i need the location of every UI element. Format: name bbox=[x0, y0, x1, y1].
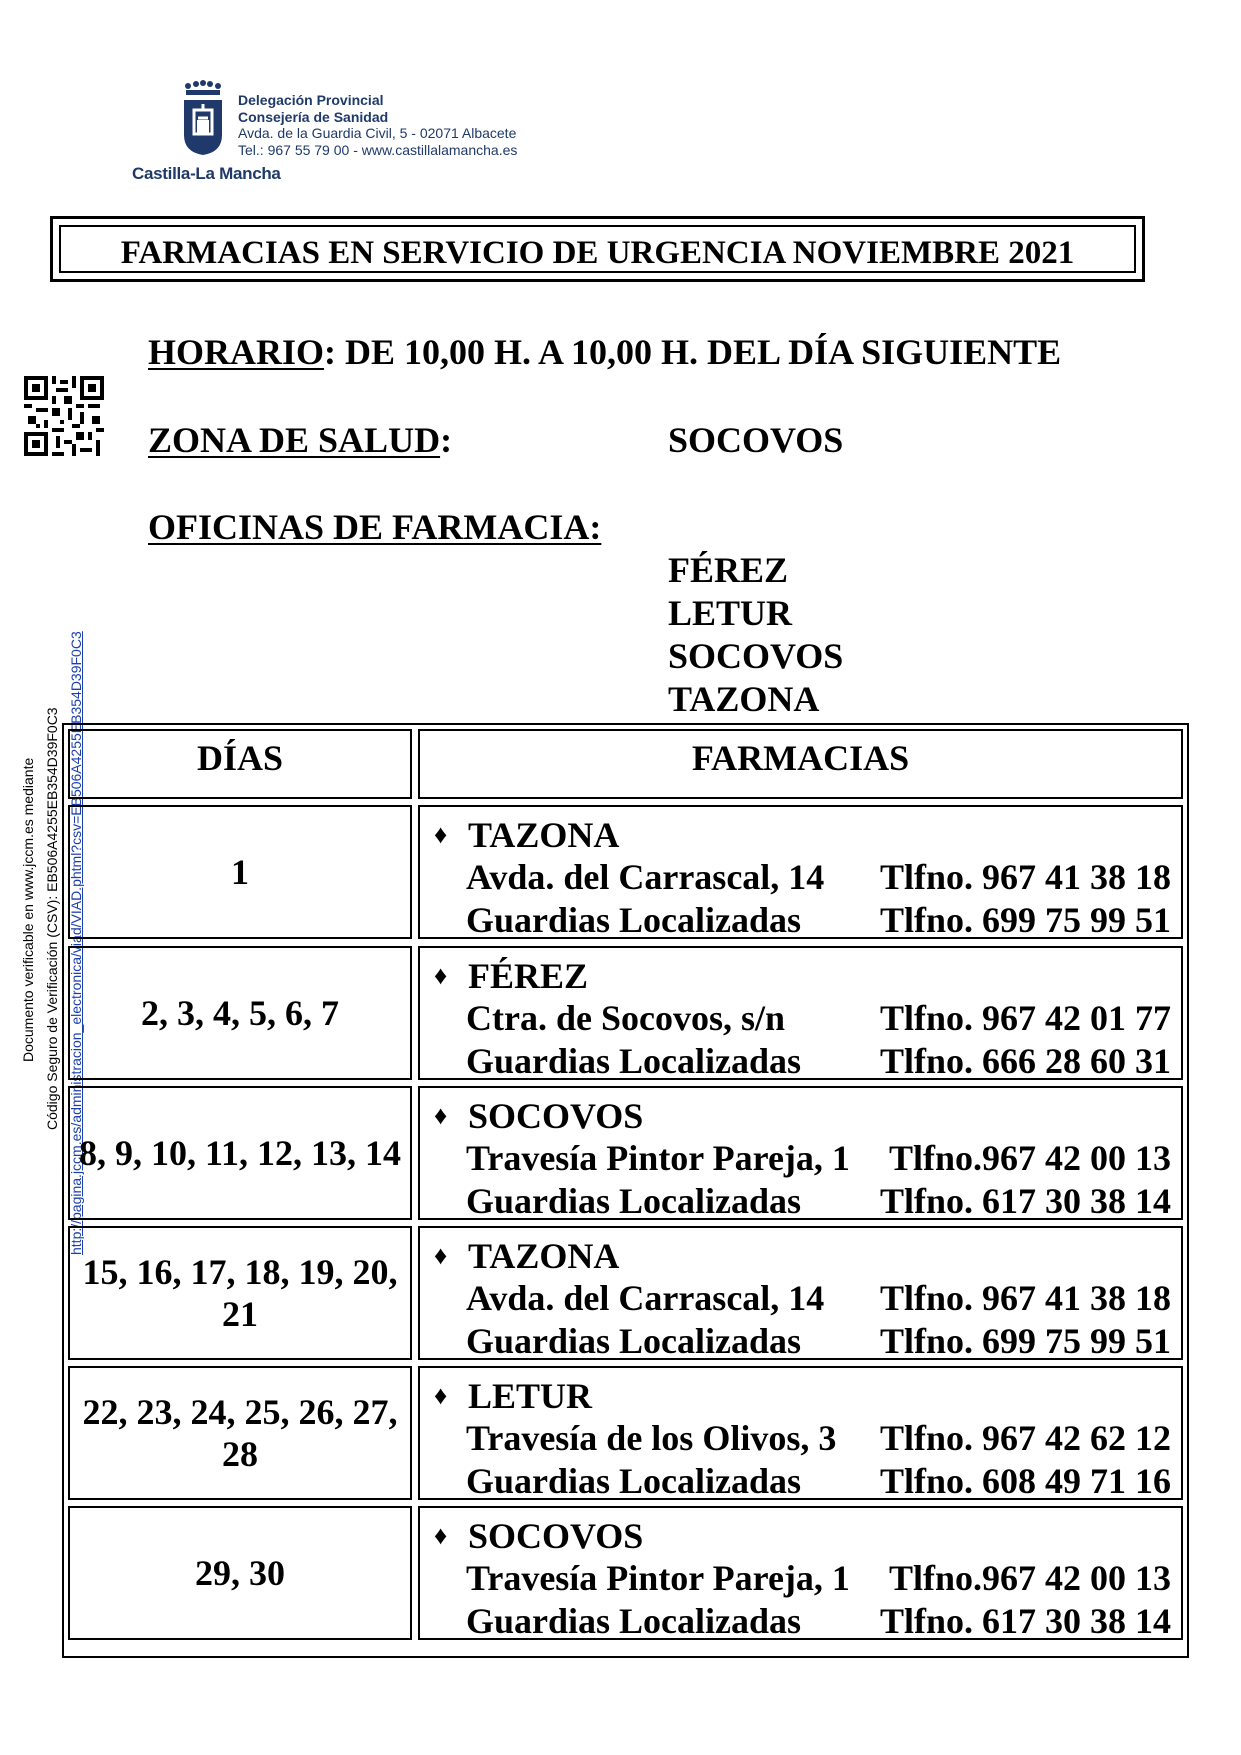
pharmacy-name: TAZONA bbox=[468, 815, 620, 855]
zona-label: ZONA DE SALUD bbox=[148, 420, 441, 460]
pharmacy-cell bbox=[418, 946, 1183, 1080]
guard-label: Guardias Localizadas bbox=[466, 900, 802, 940]
days-value: 22, 23, 24, 25, 26, 27, 28 bbox=[82, 1392, 398, 1474]
crown-shield-icon bbox=[182, 80, 224, 156]
pharmacy-name-line bbox=[434, 1234, 619, 1278]
pharmacy-cell bbox=[418, 805, 1183, 939]
agency-line1: Delegación Provincial bbox=[238, 92, 384, 108]
zona-value: SOCOVOS bbox=[668, 420, 844, 460]
pharmacy-address: Avda. del Carrascal, 14 bbox=[466, 857, 825, 897]
pharmacy-address: Avda. del Carrascal, 14 bbox=[466, 1278, 825, 1318]
days-cell bbox=[68, 1226, 412, 1360]
agency-line2: Consejería de Sanidad bbox=[238, 108, 389, 125]
days-cell bbox=[68, 1366, 412, 1500]
pharmacy-name: FÉREZ bbox=[468, 956, 589, 996]
pharmacy-name: SOCOVOS bbox=[468, 1096, 644, 1136]
oficinas-label: OFICINAS DE FARMACIA: bbox=[148, 507, 602, 547]
guard-phone: Tlfno. 617 30 38 14 bbox=[879, 1181, 1171, 1221]
diamond-bullet-icon: ♦ bbox=[434, 961, 448, 990]
pharmacy-name-line bbox=[434, 1514, 643, 1558]
pharmacy-phone: Tlfno. 967 41 38 18 bbox=[879, 1278, 1171, 1318]
verification-text-1: Documento verificable en www.jccm.es mediante bbox=[20, 757, 36, 1062]
guard-phone: Tlfno. 617 30 38 14 bbox=[879, 1601, 1171, 1641]
pharmacy-name: LETUR bbox=[468, 1376, 593, 1416]
town-item: TAZONA bbox=[668, 679, 820, 719]
pharmacy-phone: Tlfno.967 42 00 13 bbox=[888, 1138, 1171, 1178]
days-cell bbox=[68, 805, 412, 939]
guard-label: Guardias Localizadas bbox=[466, 1601, 802, 1641]
pharmacy-address: Travesía de los Olivos, 3 bbox=[466, 1418, 837, 1458]
pharmacy-name: SOCOVOS bbox=[468, 1516, 644, 1556]
header-pharmacies-label: FARMACIAS bbox=[691, 738, 910, 778]
pharmacy-phone: Tlfno. 967 42 01 77 bbox=[879, 998, 1171, 1038]
pharmacy-name: TAZONA bbox=[468, 1236, 620, 1276]
header-pharmacies bbox=[418, 729, 1183, 799]
town-item: FÉREZ bbox=[668, 550, 789, 590]
diamond-bullet-icon: ♦ bbox=[434, 1381, 448, 1410]
zona-line bbox=[148, 420, 452, 460]
diamond-bullet-icon: ♦ bbox=[434, 1521, 448, 1550]
guard-phone: Tlfno. 666 28 60 31 bbox=[879, 1041, 1171, 1081]
days-cell bbox=[68, 1506, 412, 1640]
page-title: FARMACIAS EN SERVICIO DE URGENCIA NOVIEMBRE 2021 bbox=[120, 235, 1075, 271]
verification-text-2: Código Seguro de Verificación (CSV): EB506A4255EB354D39F0C3 bbox=[44, 707, 60, 1130]
days-cell bbox=[68, 946, 412, 1080]
days-value: 29, 30 bbox=[195, 1553, 285, 1593]
days-value: 2, 3, 4, 5, 6, 7 bbox=[141, 993, 339, 1033]
qr-code-icon bbox=[24, 376, 104, 456]
horario-line bbox=[148, 332, 1061, 372]
agency-contact: Tel.: 967 55 79 00 - www.castillalamancha.es bbox=[238, 141, 518, 158]
guard-phone: Tlfno. 699 75 99 51 bbox=[879, 900, 1171, 940]
zona-colon: : bbox=[440, 420, 453, 460]
agency-address: Avda. de la Guardia Civil, 5 - 02071 Albacete bbox=[238, 125, 517, 141]
pharmacy-cell bbox=[418, 1226, 1183, 1360]
horario-label: HORARIO bbox=[148, 332, 325, 372]
header-days bbox=[68, 729, 412, 799]
guard-label: Guardias Localizadas bbox=[466, 1321, 802, 1361]
diamond-bullet-icon: ♦ bbox=[434, 1241, 448, 1270]
pharmacy-name-line bbox=[434, 954, 588, 998]
town-item: LETUR bbox=[668, 593, 793, 633]
pharmacy-name-line bbox=[434, 1094, 643, 1138]
agency-block bbox=[238, 92, 517, 158]
pharmacy-cell bbox=[418, 1366, 1183, 1500]
pharmacy-phone: Tlfno. 967 42 62 12 bbox=[879, 1418, 1171, 1458]
guard-phone: Tlfno. 608 49 71 16 bbox=[879, 1461, 1171, 1501]
days-value: 15, 16, 17, 18, 19, 20, 21 bbox=[82, 1252, 398, 1334]
verification-link[interactable]: http://pagina.jccm.es/administracion_electronica/viad/VIAD.phtml?csv=EB506A4255EB354D39F0C3 bbox=[68, 631, 84, 1255]
guard-label: Guardias Localizadas bbox=[466, 1181, 802, 1221]
days-value: 1 bbox=[231, 852, 249, 892]
header-days-label: DÍAS bbox=[196, 738, 284, 778]
guard-phone: Tlfno. 699 75 99 51 bbox=[879, 1321, 1171, 1361]
title-box bbox=[50, 216, 1145, 282]
pharmacy-phone: Tlfno.967 42 00 13 bbox=[888, 1558, 1171, 1598]
diamond-bullet-icon: ♦ bbox=[434, 1101, 448, 1130]
guard-label: Guardias Localizadas bbox=[466, 1461, 802, 1501]
pharmacy-name-line bbox=[434, 1374, 592, 1418]
pharmacy-cell bbox=[418, 1086, 1183, 1220]
logo-text: Castilla-La Mancha bbox=[132, 164, 281, 183]
days-cell bbox=[68, 1086, 412, 1220]
pharmacy-address: Travesía Pintor Pareja, 1 bbox=[466, 1138, 850, 1178]
pharmacy-address: Ctra. de Socovos, s/n bbox=[466, 998, 786, 1038]
horario-value: : DE 10,00 H. A 10,00 H. DEL DÍA SIGUIENTE bbox=[324, 332, 1062, 372]
pharmacy-phone: Tlfno. 967 41 38 18 bbox=[879, 857, 1171, 897]
town-item: SOCOVOS bbox=[668, 636, 844, 676]
guard-label: Guardias Localizadas bbox=[466, 1041, 802, 1081]
pharmacy-table bbox=[62, 723, 1189, 1658]
diamond-bullet-icon: ♦ bbox=[434, 820, 448, 849]
pharmacy-cell bbox=[418, 1506, 1183, 1640]
pharmacy-address: Travesía Pintor Pareja, 1 bbox=[466, 1558, 850, 1598]
pharmacy-name-line bbox=[434, 813, 619, 857]
days-value: 8, 9, 10, 11, 12, 13, 14 bbox=[78, 1133, 401, 1173]
oficinas-line bbox=[148, 507, 601, 547]
